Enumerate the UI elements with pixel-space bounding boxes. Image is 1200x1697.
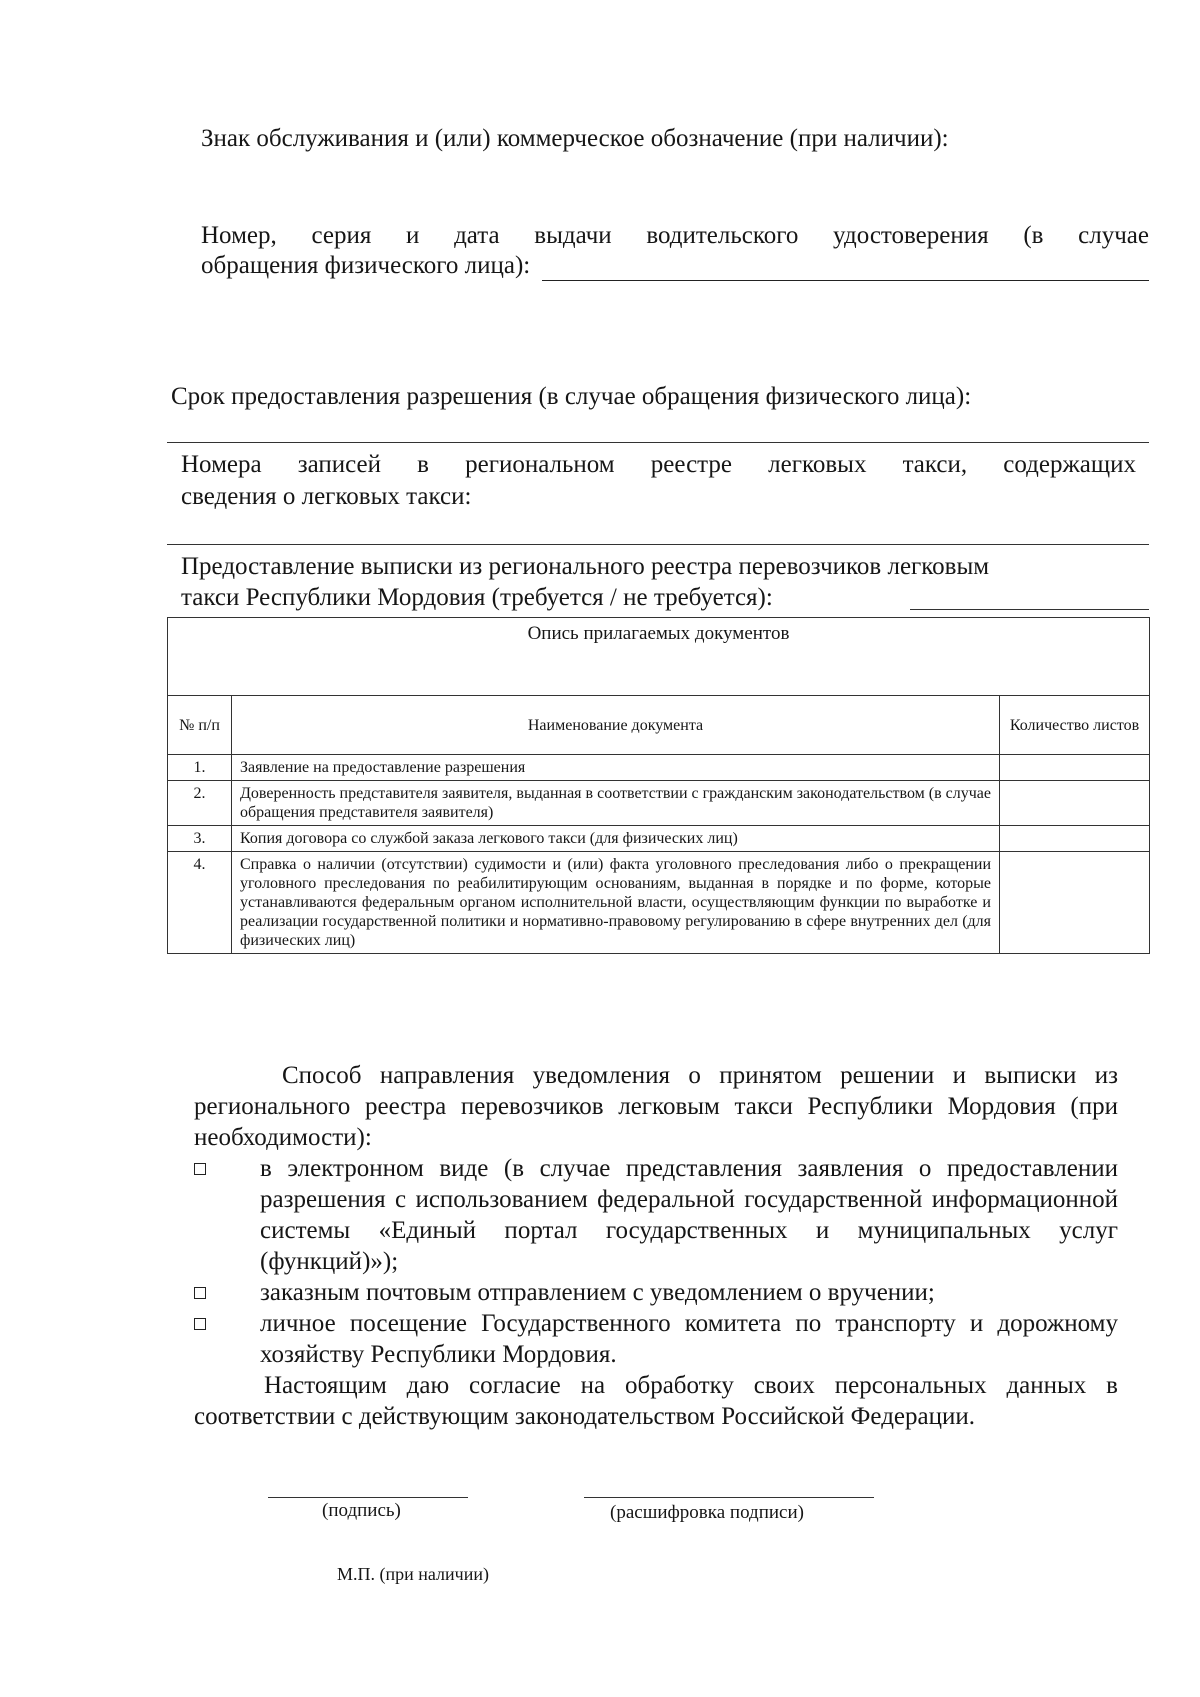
license-label-line2: обращения физического лица): — [201, 252, 531, 279]
license-line2-row — [201, 251, 1149, 281]
signature-decode-label: (расшифровка подписи) — [610, 1502, 804, 1523]
consent-text: Настоящим даю согласие на обработку своих персональных данных в соответствии с действующим законодательством Российской Федерации. — [194, 1372, 1118, 1430]
inventory-caption: Опись прилагаемых документов — [168, 618, 1150, 696]
notification-intro: Способ направления уведомления о принятом решении и выписки из регионального реестра перевозчиков легковым такси Республики Мордовия (при необходимости): — [194, 1062, 1118, 1151]
option-mail-text: заказным почтовым отправлением с уведомлением о вручении; — [260, 1279, 935, 1306]
registry-entries-line1: Номера записей в региональном реестре легковых такси, содержащих — [181, 451, 1136, 478]
row-num: 2. — [168, 781, 232, 826]
option-electronic[interactable] — [194, 1153, 1118, 1277]
table-row — [168, 826, 1150, 852]
row-qty[interactable] — [1000, 781, 1150, 826]
option-electronic-text: в электронном виде (в случае представления заявления о предоставлении разрешения с использованием федеральной государственной информационной системы «Единый портал государственных и муниципальных услуг (функций)»); — [260, 1155, 1118, 1275]
option-mail[interactable] — [194, 1277, 1118, 1308]
service-mark-label: Знак обслуживания и (или) коммерческое обозначение (при наличии): — [201, 125, 949, 152]
registry-entries-fill-line[interactable] — [167, 544, 1149, 545]
checkbox-electronic[interactable] — [194, 1163, 206, 1175]
option-visit-text: личное посещение Государственного комитета по транспорту и дорожному хозяйству Республики Мордовия. — [260, 1310, 1118, 1368]
registry-entries-line2: сведения о легковых такси: — [181, 483, 472, 510]
checkbox-mail[interactable] — [194, 1287, 206, 1299]
header-name: Наименование документа — [232, 696, 1000, 755]
stamp-label: М.П. (при наличии) — [337, 1564, 489, 1584]
row-num: 3. — [168, 826, 232, 852]
extract-line1: Предоставление выписки из регионального реестра перевозчиков легковым — [181, 553, 990, 580]
license-fill-line[interactable] — [542, 252, 1149, 281]
row-num: 1. — [168, 755, 232, 781]
permit-term-label: Срок предоставления разрешения (в случае обращения физического лица): — [171, 383, 972, 410]
extract-line2: такси Республики Мордовия (требуется / не требуется): — [181, 584, 773, 611]
row-name: Копия договора со службой заказа легкового такси (для физических лиц) — [232, 826, 1000, 852]
extract-fill-line[interactable] — [910, 609, 1149, 610]
permit-term-fill-line[interactable] — [167, 442, 1149, 443]
row-name: Доверенность представителя заявителя, выданная в соответствии с гражданским законодательством (в случае обращения представителя заявителя) — [232, 781, 1000, 826]
header-qty: Количество листов — [1000, 696, 1150, 755]
inventory-header-row — [168, 696, 1150, 755]
row-name: Справка о наличии (отсутствии) судимости и (или) факта уголовного преследования либо о прекращении уголовного преследования по реабилитирующим основаниям, выданная в порядке и по форме, которые устанавливаются федеральным органом исполнительной власти, осуществляющим функции по выработке и реализации государственной политики и нормативно-правовому регулированию в сфере внутренних дел (для физических лиц) — [232, 852, 1000, 954]
notification-block — [194, 1060, 1118, 1432]
row-qty[interactable] — [1000, 852, 1150, 954]
checkbox-visit[interactable] — [194, 1318, 206, 1330]
row-name: Заявление на предоставление разрешения — [232, 755, 1000, 781]
inventory-table — [167, 617, 1150, 954]
header-num: № п/п — [168, 696, 232, 755]
table-row — [168, 852, 1150, 954]
table-row — [168, 781, 1150, 826]
row-qty[interactable] — [1000, 826, 1150, 852]
signature-line[interactable] — [268, 1497, 468, 1498]
row-num: 4. — [168, 852, 232, 954]
signature-label: (подпись) — [322, 1500, 401, 1521]
row-qty[interactable] — [1000, 755, 1150, 781]
license-label-line1: Номер, серия и дата выдачи водительского удостоверения (в случае — [201, 222, 1149, 249]
option-visit[interactable] — [194, 1308, 1118, 1370]
signature-decode-line[interactable] — [584, 1497, 874, 1498]
table-row — [168, 755, 1150, 781]
